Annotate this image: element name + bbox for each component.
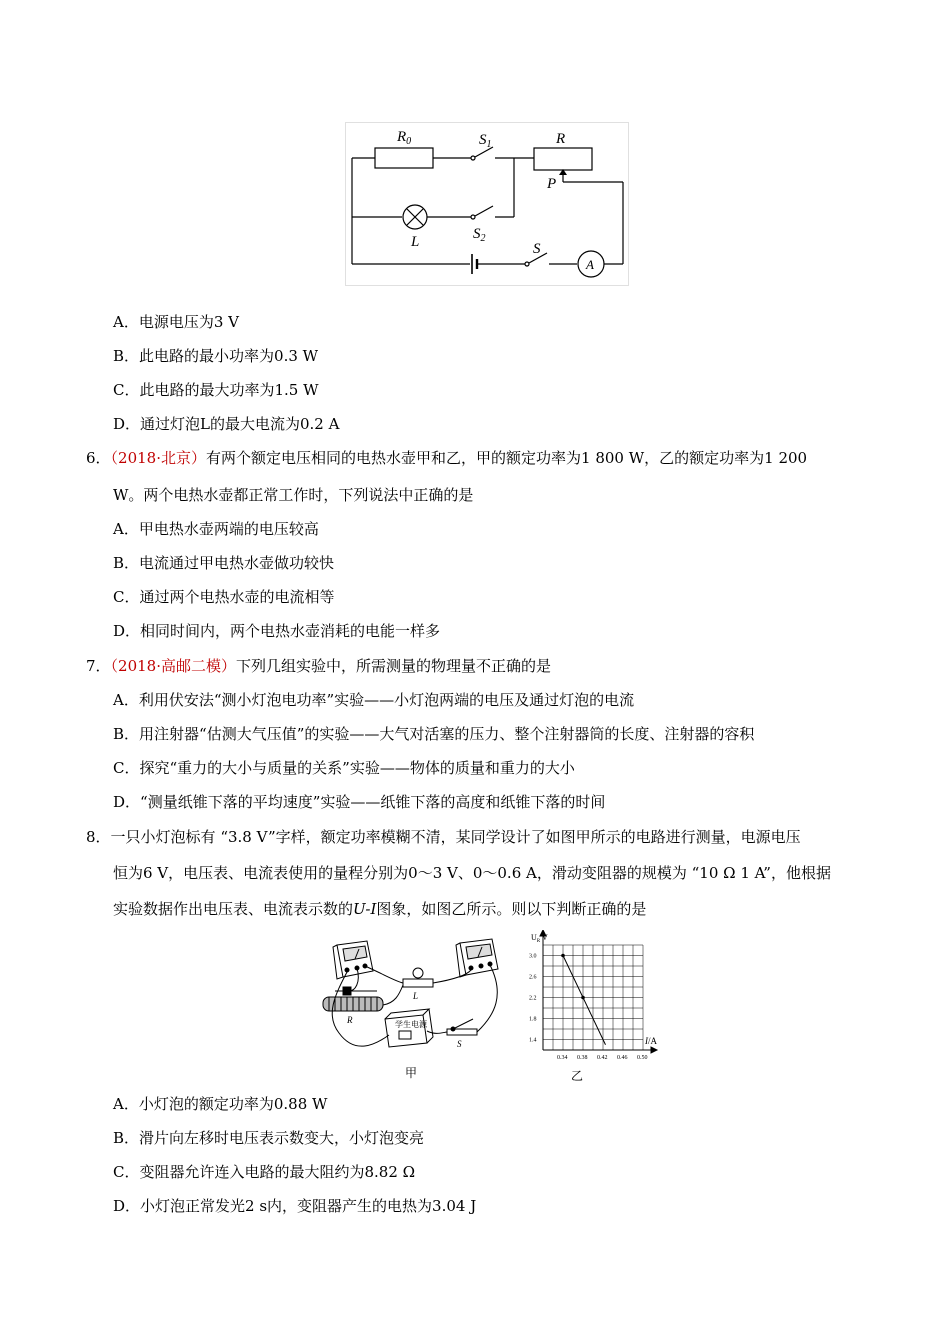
voltmeter: [333, 941, 373, 979]
q6-stem-line2: W。两个电热水壶都正常工作时，下列说法中正确的是: [113, 486, 474, 504]
x-tick-label: 0.38: [577, 1055, 588, 1061]
q6-source: （2018·北京）: [110, 449, 206, 467]
rheostat-r: [534, 148, 592, 170]
data-point: [581, 996, 585, 1000]
q8-option-d: D．小灯泡正常发光2 s内，变阻器产生的电热为3.04 J: [113, 1197, 477, 1215]
figure-label-jia: 甲: [405, 1066, 418, 1080]
q7-stem: 7．（2018·高邮二模）下列几组实验中，所需测量的物理量不正确的是: [86, 657, 552, 675]
q5-option-d: D．通过灯泡L的最大电流为0.2 A: [113, 415, 340, 433]
graph-y-label: $U_R$ V: [531, 933, 548, 944]
label-ammeter: A: [586, 257, 594, 272]
lamp-stand: [403, 968, 433, 987]
knife-switch: [447, 1019, 477, 1035]
q8-option-a: A．小灯泡的额定功率为0.88 W: [113, 1095, 328, 1113]
q6-option-d: D．相同时间内，两个电热水壶消耗的电能一样多: [113, 622, 441, 640]
apparatus-label-s: S: [457, 1039, 462, 1049]
q8-stem-line3: 实验数据作出电压表、电流表示数的U-I图象，如图乙所示。则以下判断正确的是: [113, 900, 647, 918]
rheostat-coil: [323, 987, 383, 1011]
label-r0: $R_0$: [397, 129, 412, 147]
figure-label-yi: 乙: [571, 1069, 584, 1083]
q8-option-b: B．滑片向左移时电压表示数变大，小灯泡变亮: [113, 1129, 425, 1147]
circuit-diagram: [345, 122, 630, 287]
x-tick-label: 0.50: [637, 1055, 648, 1061]
q7-option-c: C．探究“重力的大小与质量的关系”实验——物体的质量和重力的大小: [113, 759, 575, 777]
ui-graph: [515, 930, 660, 1085]
q8-stem-line2: 恒为6 V，电压表、电流表使用的量程分别为0～3 V、0～0.6 A，滑动变阻器的规模为 “10 Ω 1 A”，他根据: [113, 864, 831, 882]
apparatus-figure: [315, 935, 515, 1080]
graph-x-label: I/A: [645, 1036, 658, 1046]
label-r: R: [556, 131, 566, 147]
x-tick-label: 0.46: [617, 1055, 628, 1061]
q6-stem: 6．（2018·北京）有两个额定电压相同的电热水壶甲和乙，甲的额定功率为1 800 W，乙的额定功率为1 200: [86, 449, 808, 467]
y-tick-label: 1.8: [529, 1016, 537, 1023]
q8-option-c: C．变阻器允许连入电路的最大阻约为8.82 Ω: [113, 1163, 416, 1181]
resistor-r0: [375, 148, 433, 168]
x-tick-label: 0.34: [557, 1055, 568, 1061]
data-series-line: [563, 956, 606, 1045]
y-tick-label: 2.6: [529, 974, 537, 981]
ammeter: [456, 939, 498, 977]
q6-option-c: C．通过两个电热水壶的电流相等: [113, 588, 335, 606]
q8-stem: 8．一只小灯泡标有 “3.8 V”字样，额定功率模糊不清，某同学设计了如图甲所示的电路进行测量，电源电压: [86, 828, 801, 846]
y-tick-label: 2.2: [529, 995, 537, 1002]
label-s2: $S_2$: [473, 226, 486, 244]
q5-option-c: C．此电路的最大功率为1.5 W: [113, 381, 319, 399]
q7-option-b: B．用注射器“估测大气压值”的实验——大气对活塞的压力、整个注射器筒的长度、注射器的容积: [113, 725, 755, 743]
y-tick-label: 3.0: [529, 953, 537, 960]
q5-option-a: A．电源电压为3 V: [113, 313, 239, 331]
apparatus-label-supply: 学生电源: [395, 1020, 427, 1029]
label-s: S: [533, 241, 541, 257]
apparatus-label-r: R: [347, 1015, 353, 1025]
apparatus-label-l: L: [413, 991, 419, 1001]
q7-option-a: A．利用伏安法“测小灯泡电功率”实验——小灯泡两端的电压及通过灯泡的电流: [113, 691, 635, 709]
label-p: P: [547, 176, 557, 192]
y-tick-label: 1.4: [529, 1037, 537, 1044]
q6-option-a: A．甲电热水壶两端的电压较高: [113, 520, 319, 538]
q7-option-d: D．“测量纸锥下落的平均速度”实验——纸锥下落的高度和纸锥下落的时间: [113, 793, 606, 811]
x-axis-arrow: [651, 1047, 657, 1053]
label-s1: $S_1$: [479, 132, 492, 150]
q5-option-b: B．此电路的最小功率为0.3 W: [113, 347, 319, 365]
q6-option-b: B．电流通过甲电热水壶做功较快: [113, 554, 335, 572]
q7-source: （2018·高邮二模）: [110, 657, 236, 675]
data-point: [561, 954, 565, 958]
label-l: L: [411, 234, 420, 250]
x-tick-label: 0.42: [597, 1055, 608, 1061]
switch-s2: [475, 206, 493, 216]
